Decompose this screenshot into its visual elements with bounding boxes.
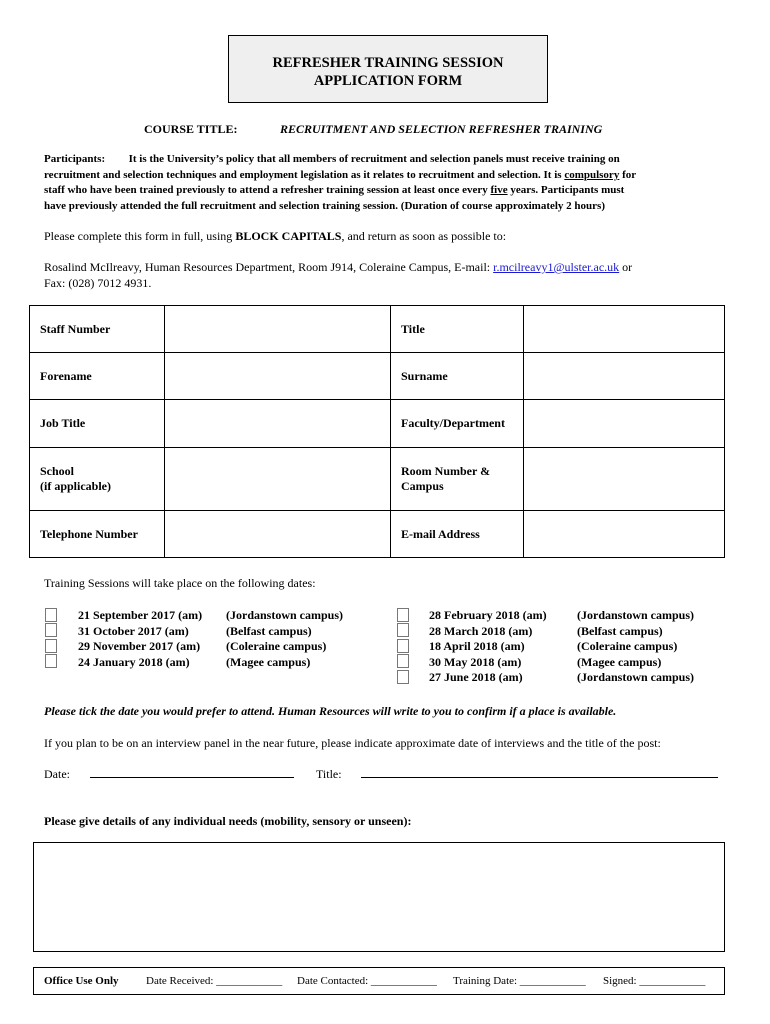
participants-text-line3: staff who have been trained previously to attend a refresher training session at least once every xyxy=(44,184,491,196)
surname-field[interactable] xyxy=(524,353,725,400)
tick-preference-note: Please tick the date you would prefer to attend. Human Resources will write to you to confirm if a place is available. xyxy=(44,704,617,718)
session-checkbox[interactable] xyxy=(45,639,57,653)
contact-address: Rosalind McIlreavy, Human Resources Department, Room J914, Coleraine Campus, E-mail: xyxy=(44,260,494,274)
session-date: 18 April 2018 (am) xyxy=(429,639,525,653)
session-checkbox[interactable] xyxy=(397,608,409,622)
interview-title-field[interactable] xyxy=(361,777,718,778)
room-label xyxy=(391,448,524,511)
applicant-details-table xyxy=(29,305,725,558)
session-campus: (Magee campus) xyxy=(226,654,311,669)
individual-needs-label: Please give details of any individual needs (mobility, sensory or unseen): xyxy=(44,814,412,828)
session-checkbox[interactable] xyxy=(45,623,57,637)
session-checkbox[interactable] xyxy=(397,654,409,668)
interview-instructions: If you plan to be on an interview panel in the near future, please indicate approximate date of interviews and the title of the post: xyxy=(44,736,661,750)
instructions-line xyxy=(44,228,506,244)
contact-email-link[interactable]: r.mcilreavy1@ulster.ac.uk xyxy=(493,260,620,274)
session-date: 24 January 2018 (am) xyxy=(78,654,190,669)
session-checkbox[interactable] xyxy=(397,623,409,637)
school-field[interactable] xyxy=(165,448,391,511)
session-campus: (Belfast campus) xyxy=(226,623,312,638)
session-checkbox[interactable] xyxy=(45,654,57,668)
five-emphasis: five xyxy=(490,184,508,196)
instructions-pre: Please complete this form in full, using xyxy=(44,229,236,243)
room-field[interactable] xyxy=(524,448,725,511)
instructions-block-capitals: BLOCK CAPITALS xyxy=(235,229,342,243)
session-campus: (Belfast campus) xyxy=(577,623,663,638)
interview-date-label: Date: xyxy=(44,767,70,781)
faculty-label: Faculty/Department xyxy=(391,400,524,448)
participants-text-line4: have previously attended the full recruitment and selection training session. (Duration of course approximately 2 hours) xyxy=(44,199,605,212)
session-dates-left xyxy=(78,608,202,670)
staff-number-label: Staff Number xyxy=(30,306,165,353)
date-contacted-field: Date Contacted: ____________ xyxy=(297,975,437,987)
session-campus: (Jordanstown campus) xyxy=(577,670,695,684)
office-use-box xyxy=(33,967,725,995)
room-label-line1: Room Number & xyxy=(401,464,491,478)
forename-field[interactable] xyxy=(165,353,391,400)
email-field[interactable] xyxy=(524,511,725,558)
session-campuses-left xyxy=(226,608,343,670)
individual-needs-field[interactable] xyxy=(33,842,725,952)
title-label: Title xyxy=(391,306,524,353)
sessions-intro: Training Sessions will take place on the following dates: xyxy=(44,576,316,590)
session-date: 27 June 2018 (am) xyxy=(429,670,523,684)
faculty-field[interactable] xyxy=(524,400,725,448)
session-date: 28 February 2018 (am) xyxy=(429,608,547,622)
session-campus: (Jordanstown campus) xyxy=(226,608,344,622)
school-label xyxy=(30,448,165,511)
surname-label: Surname xyxy=(391,353,524,400)
training-date-field: Training Date: ____________ xyxy=(453,975,586,987)
form-title-line1: REFRESHER TRAINING SESSION xyxy=(272,55,504,71)
telephone-label: Telephone Number xyxy=(30,511,165,558)
room-label-line2: Campus xyxy=(401,479,444,493)
session-campuses-right xyxy=(577,608,694,686)
course-title-label: COURSE TITLE: xyxy=(144,122,238,136)
title-field[interactable] xyxy=(524,306,725,353)
session-campus: (Coleraine campus) xyxy=(577,639,678,653)
participants-label: Participants: xyxy=(44,153,106,165)
office-use-label: Office Use Only xyxy=(44,975,119,987)
school-label-line2: (if applicable) xyxy=(40,479,111,493)
job-title-label: Job Title xyxy=(30,400,165,448)
session-dates-right xyxy=(429,608,547,686)
session-date: 31 October 2017 (am) xyxy=(78,623,189,638)
participants-paragraph xyxy=(44,152,734,214)
interview-date-field[interactable] xyxy=(90,777,294,778)
session-date: 29 November 2017 (am) xyxy=(78,639,201,653)
compulsory-emphasis: compulsory xyxy=(564,168,620,181)
contact-or: or xyxy=(619,260,633,274)
contact-details xyxy=(44,259,632,291)
course-title-value: RECRUITMENT AND SELECTION REFRESHER TRAINING xyxy=(280,122,603,136)
session-checkbox[interactable] xyxy=(45,608,57,622)
telephone-field[interactable] xyxy=(165,511,391,558)
participants-text-line3-end: years. Participants must xyxy=(507,184,625,196)
forename-label: Forename xyxy=(30,353,165,400)
form-title-line2: APPLICATION FORM xyxy=(313,73,463,89)
participants-text-line2-end: for xyxy=(619,168,637,181)
session-checkbox[interactable] xyxy=(397,639,409,653)
signed-field: Signed: ____________ xyxy=(603,975,706,987)
participants-text-line1: It is the University’s policy that all members of recruitment and selection panels must receive training on xyxy=(128,153,620,165)
form-title-box xyxy=(228,35,548,103)
session-campus: (Magee campus) xyxy=(577,654,662,669)
session-campus: (Coleraine campus) xyxy=(226,639,327,653)
staff-number-field[interactable] xyxy=(165,306,391,353)
session-date: 28 March 2018 (am) xyxy=(429,623,533,638)
session-date: 30 May 2018 (am) xyxy=(429,654,522,669)
contact-fax: Fax: (028) 7012 4931. xyxy=(44,276,152,290)
date-received-field: Date Received: ____________ xyxy=(146,975,283,987)
school-label-line1: School xyxy=(40,464,75,478)
email-label: E-mail Address xyxy=(391,511,524,558)
session-campus: (Jordanstown campus) xyxy=(577,608,695,622)
interview-title-label: Title: xyxy=(316,767,342,781)
participants-text-line2: recruitment and selection techniques and employment legislation as it relates to recruitment and selection. It is xyxy=(44,168,565,181)
session-date: 21 September 2017 (am) xyxy=(78,608,203,622)
job-title-field[interactable] xyxy=(165,400,391,448)
instructions-post: , and return as soon as possible to: xyxy=(341,229,507,243)
session-checkbox[interactable] xyxy=(397,670,409,684)
